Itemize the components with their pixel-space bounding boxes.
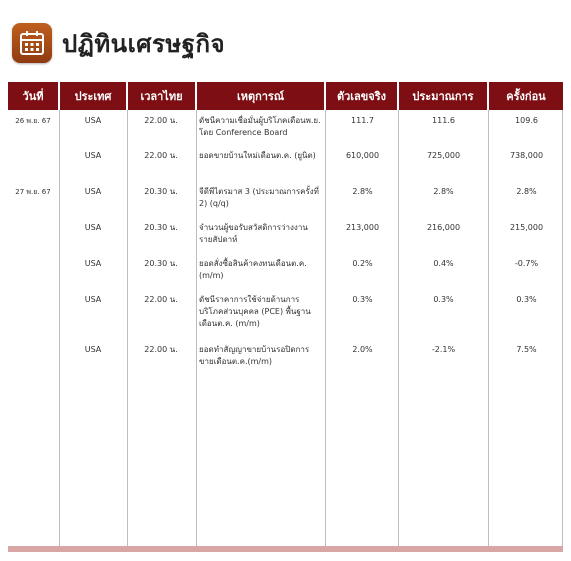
cell-country: USA <box>84 345 102 354</box>
cell-event: ยอดสั่งซื้อสินค้าคงทนเดือนต.ค.(m/m) <box>199 259 307 280</box>
cell-previous: 738,000 <box>509 151 544 160</box>
table-header-row <box>8 82 563 110</box>
column-divider <box>398 110 399 546</box>
cell-country: USA <box>84 116 102 125</box>
column-header-country: ประเทศ <box>60 82 128 110</box>
cell-event: จำนวนผู้ขอรับสวัสดิการว่างงานรายสัปดาห์ <box>199 223 308 244</box>
cell-date: 27 พ.ย. 67 <box>15 188 51 196</box>
column-header-actual: ตัวเลขจริง <box>326 82 399 110</box>
column-divider <box>59 110 60 546</box>
cell-time: 22.00 น. <box>144 116 178 125</box>
cell-previous: 215,000 <box>509 223 544 232</box>
cell-forecast: 216,000 <box>426 223 461 232</box>
cell-forecast: 0.3% <box>433 295 454 304</box>
cell-time: 22.00 น. <box>144 295 178 304</box>
cell-event: ดัชนีความเชื่อมั่นผู้บริโภคเดือนพ.ย. โดย Conference Board <box>199 116 321 137</box>
cell-event: ยอดทำสัญญาขายบ้านรอปิดการขายเดือนต.ค.(m/m) <box>199 345 310 366</box>
cell-actual: 2.8% <box>352 187 373 196</box>
column-divider <box>488 110 489 546</box>
column-header-event: เหตุการณ์ <box>197 82 326 110</box>
calendar-icon <box>12 23 52 63</box>
column-header-time: เวลาไทย <box>128 82 197 110</box>
table-bottom-border <box>8 546 563 552</box>
cell-previous: 0.3% <box>516 295 537 304</box>
cell-previous: -0.7% <box>514 259 539 268</box>
cell-previous: 109.6 <box>515 116 538 125</box>
cell-forecast: -2.1% <box>431 345 456 354</box>
cell-actual: 0.2% <box>352 259 373 268</box>
cell-time: 22.00 น. <box>144 151 178 160</box>
cell-forecast: 725,000 <box>426 151 461 160</box>
page-header <box>12 22 225 64</box>
cell-actual: 111.7 <box>351 116 374 125</box>
cell-previous: 7.5% <box>516 345 537 354</box>
cell-country: USA <box>84 295 102 304</box>
cell-event: ดัชนีราคาการใช้จ่ายด้านการบริโภคส่วนบุคคล (PCE) พื้นฐานเดือนต.ค. (m/m) <box>199 295 311 328</box>
cell-time: 20.30 น. <box>144 187 178 196</box>
cell-actual: 610,000 <box>345 151 380 160</box>
cell-country: USA <box>84 151 102 160</box>
table-body <box>8 110 563 546</box>
column-header-previous: ครั้งก่อน <box>506 90 546 103</box>
cell-previous: 2.8% <box>516 187 537 196</box>
column-divider <box>562 110 563 546</box>
cell-actual: 213,000 <box>345 223 380 232</box>
cell-actual: 0.3% <box>352 295 373 304</box>
cell-forecast: 2.8% <box>433 187 454 196</box>
page-title: ปฏิทินเศรษฐกิจ <box>62 29 226 58</box>
column-header-forecast: ประมาณการ <box>399 82 489 110</box>
cell-country: USA <box>84 187 102 196</box>
cell-date: 26 พ.ย. 67 <box>15 117 51 125</box>
cell-actual: 2.0% <box>352 345 373 354</box>
cell-forecast: 111.6 <box>432 116 455 125</box>
column-divider <box>127 110 128 546</box>
cell-forecast: 0.4% <box>433 259 454 268</box>
column-divider <box>196 110 197 546</box>
cell-country: USA <box>84 259 102 268</box>
cell-time: 20.30 น. <box>144 223 178 232</box>
cell-time: 20.30 น. <box>144 259 178 268</box>
cell-country: USA <box>84 223 102 232</box>
cell-time: 22.00 น. <box>144 345 178 354</box>
column-header-date: วันที่ <box>8 82 60 110</box>
column-divider <box>325 110 326 546</box>
cell-event: ยอดขายบ้านใหม่เดือนต.ค. (ยูนิต) <box>199 151 316 160</box>
cell-event: จีดีพีไตรมาส 3 (ประมาณการครั้งที่ 2) (q/q) <box>199 187 319 208</box>
economic-calendar-table <box>8 82 563 552</box>
